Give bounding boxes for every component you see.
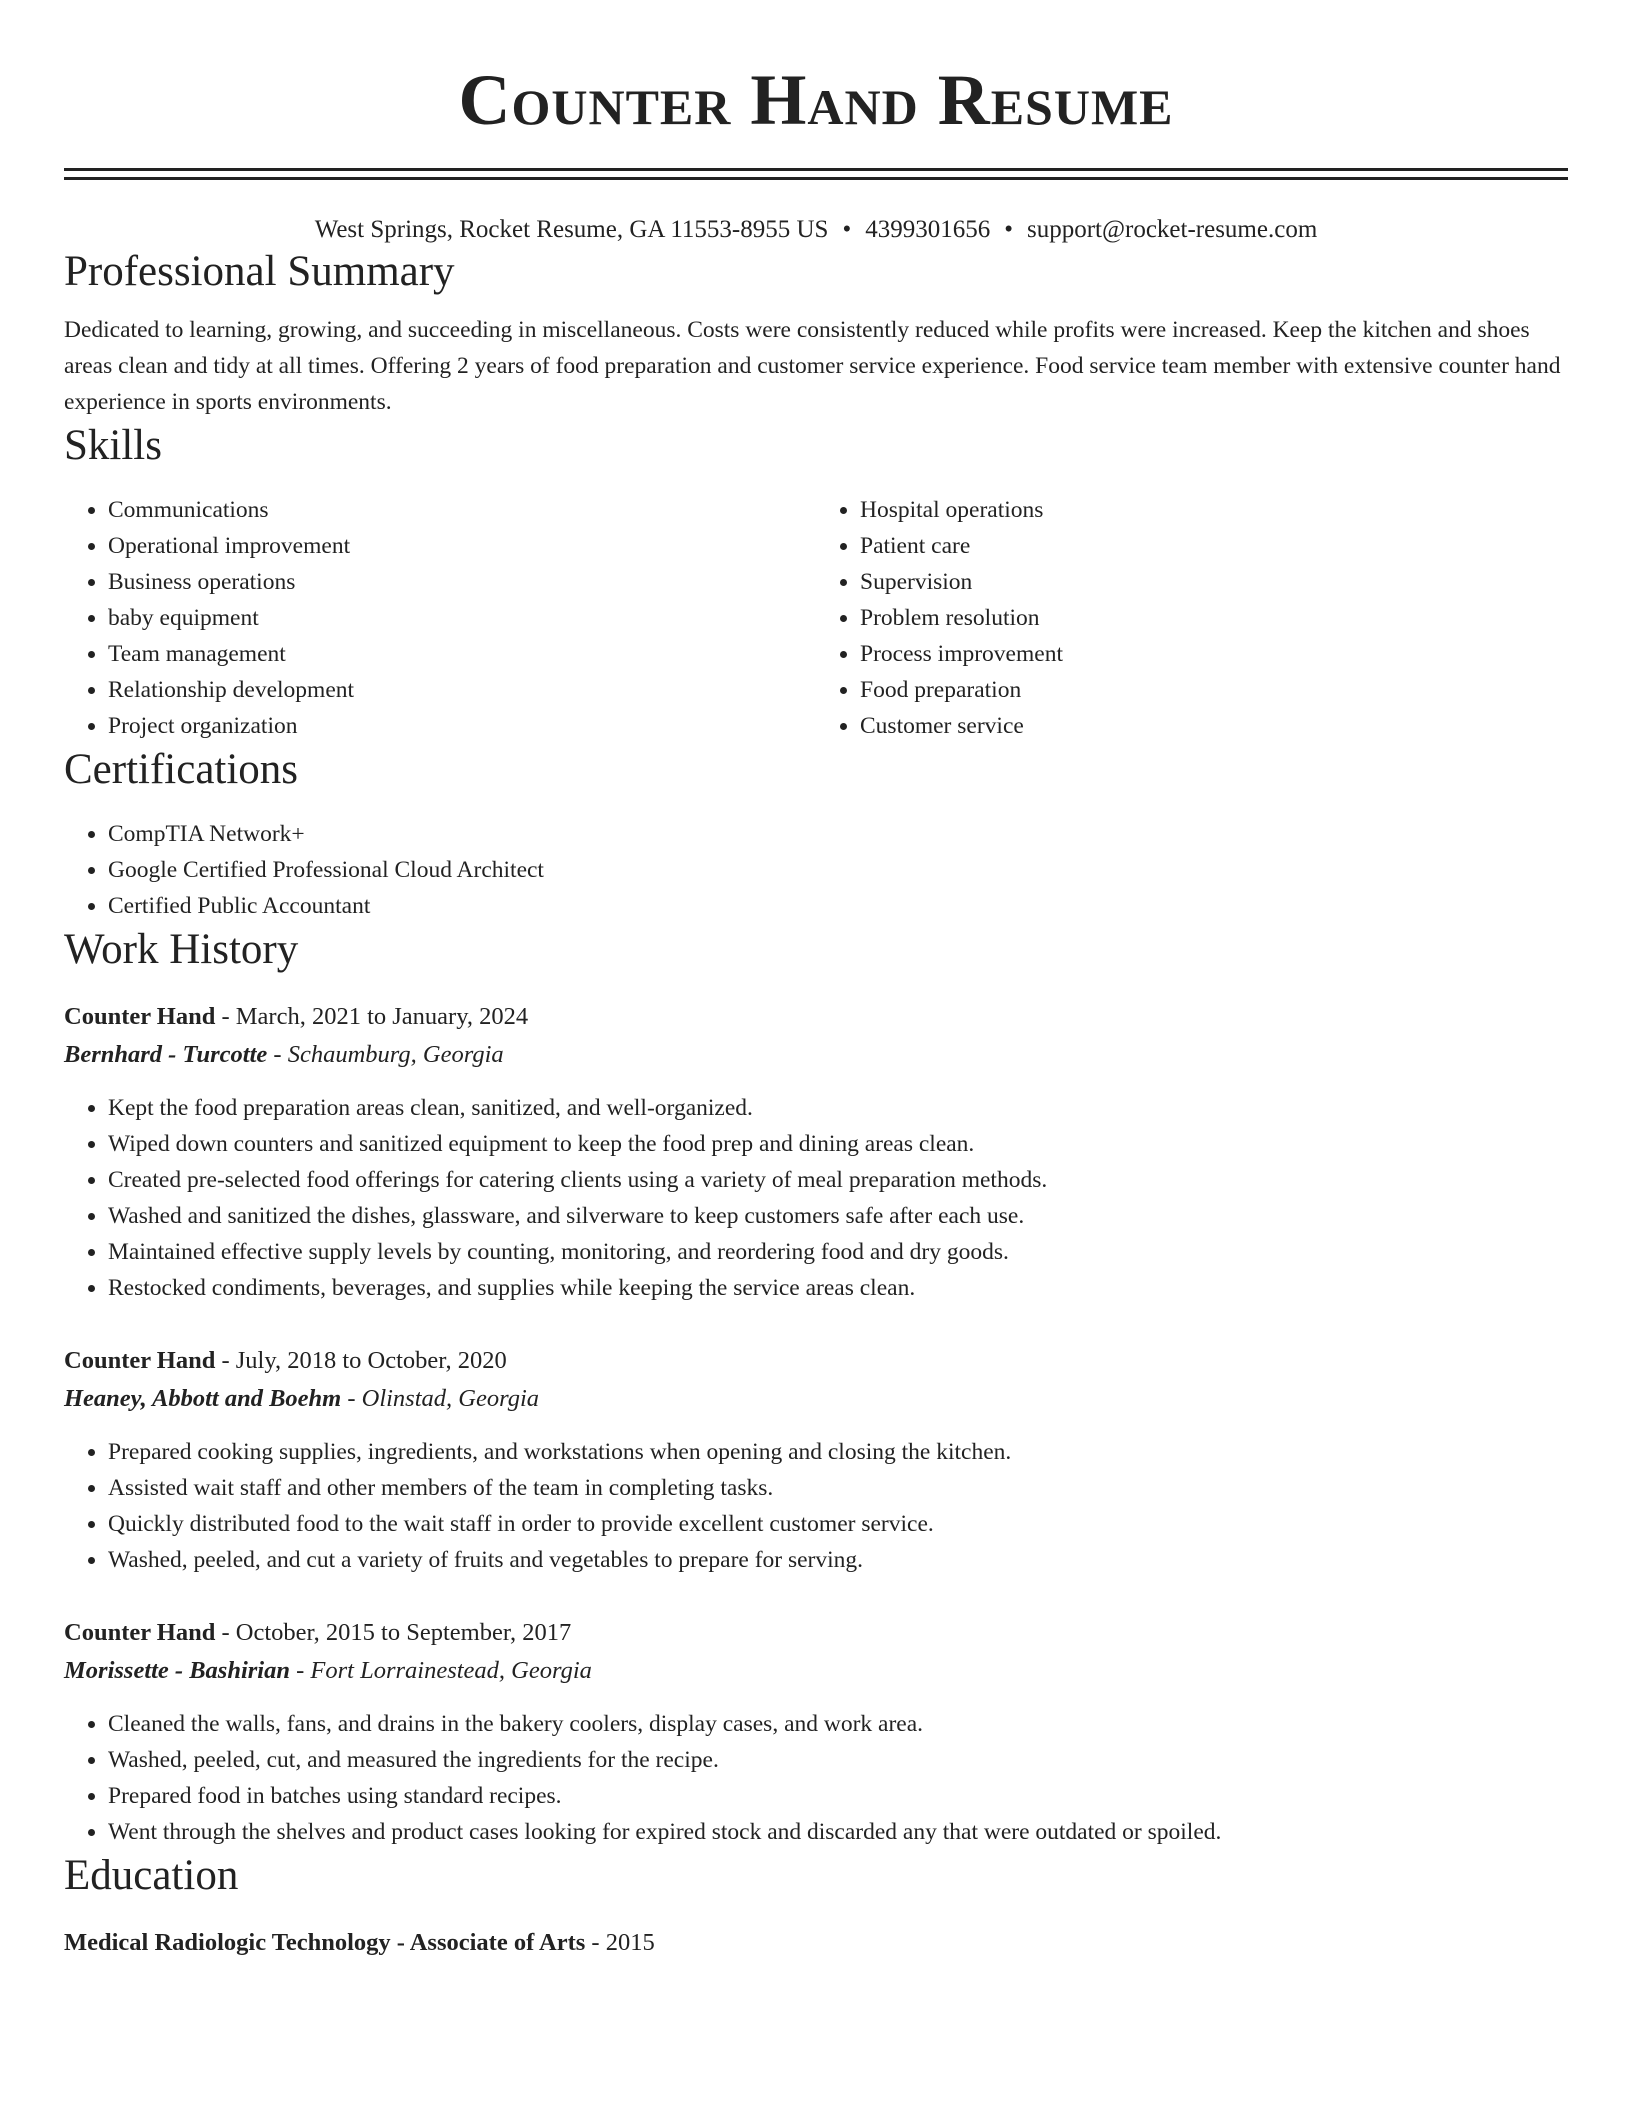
certifications-heading: Certifications (64, 746, 299, 793)
job-duty-item: • Went through the shelves and product cases looking for expired stock and discarded any that were outdated or spoiled. (108, 1814, 1568, 1850)
title-divider-top (64, 168, 1568, 171)
job-duties-list (64, 1434, 1568, 1578)
skill-item: • Communications (108, 492, 816, 528)
education-year: - 2015 (585, 1929, 655, 1956)
job-duties-list (64, 1706, 1568, 1850)
contact-address: West Springs, Rocket Resume, GA 11553-8955 US (314, 216, 829, 243)
contact-email: support@rocket-resume.com (1026, 216, 1318, 243)
skill-item: • Customer service (860, 708, 1568, 744)
job-duty-item: • Restocked condiments, beverages, and supplies while keeping the service areas clean. (108, 1270, 1568, 1306)
skills-heading: Skills (64, 422, 162, 469)
job-duty-item: • Maintained effective supply levels by counting, monitoring, and reordering food and dry goods. (108, 1234, 1568, 1270)
education-heading: Education (64, 1852, 239, 1899)
job-title: Counter Hand (64, 1619, 216, 1646)
job-location: - Schaumburg, Georgia (267, 1041, 504, 1068)
skill-item: • Relationship development (108, 672, 816, 708)
job-duty-item: • Created pre-selected food offerings for catering clients using a variety of meal preparation methods. (108, 1162, 1568, 1198)
skill-item: • Hospital operations (860, 492, 1568, 528)
certifications-list (64, 816, 1568, 924)
skills-list-right (816, 492, 1568, 744)
education-entry (64, 1924, 1568, 1962)
job-duty-item: • Washed, peeled, cut, and measured the ingredients for the recipe. (108, 1742, 1568, 1778)
job-dates: - July, 2018 to October, 2020 (215, 1347, 507, 1374)
skill-item: • Patient care (860, 528, 1568, 564)
job-title: Counter Hand (64, 1003, 216, 1030)
contact-line (64, 214, 1568, 246)
skill-item: • Operational improvement (108, 528, 816, 564)
job-header (64, 1342, 1568, 1380)
job-dates: - March, 2021 to January, 2024 (215, 1003, 529, 1030)
certification-item: • Google Certified Professional Cloud Architect (108, 852, 1568, 888)
job-duty-item: • Cleaned the walls, fans, and drains in the bakery coolers, display cases, and work area. (108, 1706, 1568, 1742)
summary-heading: Professional Summary (64, 248, 455, 295)
certification-item: • Certified Public Accountant (108, 888, 1568, 924)
job-employer (64, 1652, 1568, 1690)
job-employer (64, 1380, 1568, 1418)
job-duties-list (64, 1090, 1568, 1306)
job-duty-item: • Prepared food in batches using standard recipes. (108, 1778, 1568, 1814)
job-location: - Olinstad, Georgia (341, 1385, 540, 1412)
job-company: Heaney, Abbott and Boehm (64, 1385, 342, 1412)
job-entry (64, 998, 1568, 1306)
job-dates: - October, 2015 to September, 2017 (215, 1619, 572, 1646)
job-entry (64, 1342, 1568, 1578)
job-company: Morissette - Bashirian (64, 1657, 290, 1684)
job-duty-item: • Prepared cooking supplies, ingredients, and workstations when opening and closing the kitchen. (108, 1434, 1568, 1470)
skill-item: • Business operations (108, 564, 816, 600)
skill-item: • Process improvement (860, 636, 1568, 672)
contact-separator: • (1004, 216, 1013, 243)
job-duty-item: • Quickly distributed food to the wait staff in order to provide excellent customer service. (108, 1506, 1568, 1542)
summary-text: Dedicated to learning, growing, and succeeding in miscellaneous. Costs were consistently reduced while profits were increased. Keep the kitchen and shoes areas clean and tidy at all times. Offering 2 years of food preparation and customer service experience. Food service team member with extensive counter hand experience in sports environments. (64, 317, 1561, 415)
job-header (64, 998, 1568, 1036)
job-duty-item: • Washed, peeled, and cut a variety of fruits and vegetables to prepare for serving. (108, 1542, 1568, 1578)
resume-title: Counter Hand Resume (458, 60, 1174, 140)
skill-item: • Project organization (108, 708, 816, 744)
job-company: Bernhard - Turcotte (64, 1041, 268, 1068)
job-entry (64, 1614, 1568, 1850)
skill-item: • baby equipment (108, 600, 816, 636)
contact-phone: 4399301656 (865, 216, 991, 243)
job-employer (64, 1036, 1568, 1074)
education-degree: Medical Radiologic Technology - Associate of Arts (64, 1929, 586, 1956)
certification-item: • CompTIA Network+ (108, 816, 1568, 852)
contact-separator: • (842, 216, 852, 243)
job-duty-item: • Assisted wait staff and other members of the team in completing tasks. (108, 1470, 1568, 1506)
skill-item: • Team management (108, 636, 816, 672)
skills-list-left (64, 492, 816, 744)
job-title: Counter Hand (64, 1347, 216, 1374)
skill-item: • Food preparation (860, 672, 1568, 708)
work-history-heading: Work History (64, 926, 299, 973)
skill-item: • Problem resolution (860, 600, 1568, 636)
job-duty-item: • Wiped down counters and sanitized equipment to keep the food prep and dining areas clean. (108, 1126, 1568, 1162)
skills-grid (64, 492, 1568, 744)
job-duty-item: • Kept the food preparation areas clean, sanitized, and well-organized. (108, 1090, 1568, 1126)
job-location: - Fort Lorrainestead, Georgia (290, 1657, 592, 1684)
job-duty-item: • Washed and sanitized the dishes, glassware, and silverware to keep customers safe after each use. (108, 1198, 1568, 1234)
title-divider-bottom (64, 177, 1568, 180)
job-header (64, 1614, 1568, 1652)
skill-item: • Supervision (860, 564, 1568, 600)
